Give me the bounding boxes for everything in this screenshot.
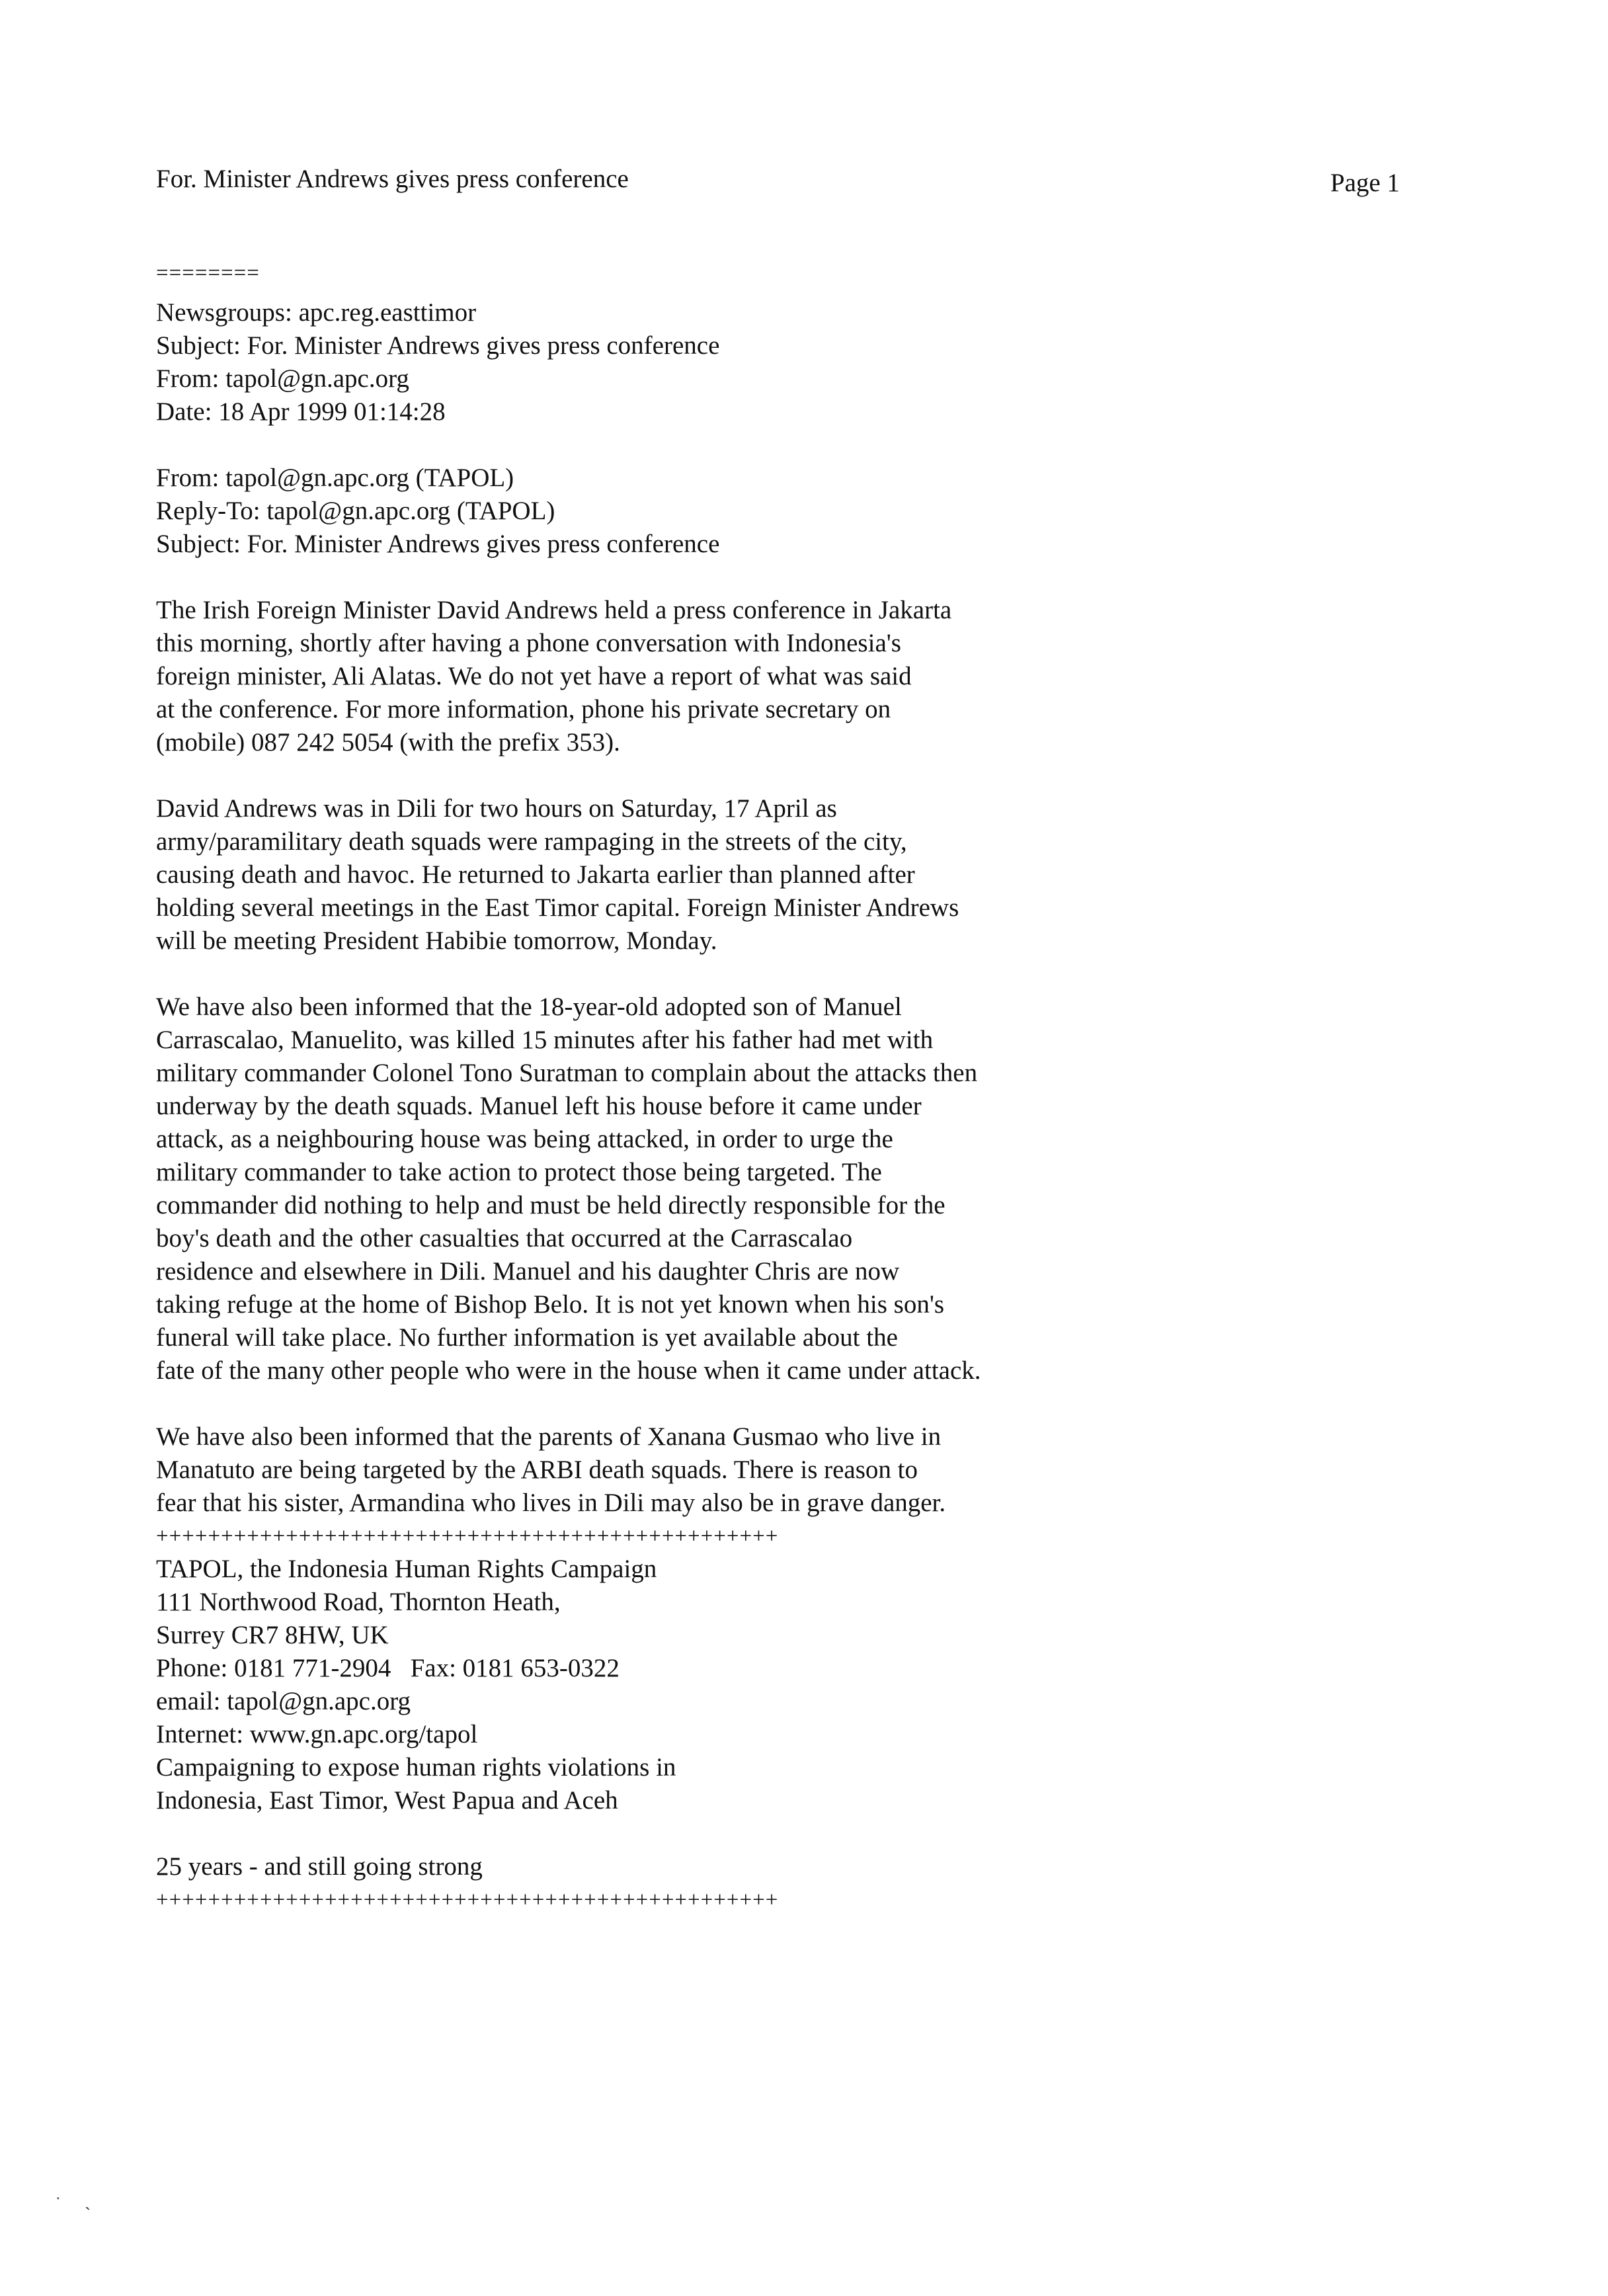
signature-line: email: tapol@gn.apc.org	[156, 1687, 411, 1715]
paragraph-2-line: causing death and havoc. He returned to Jakarta earlier than planned after	[156, 860, 915, 889]
paragraph-3-line: military commander Colonel Tono Suratman to complain about the attacks then	[156, 1059, 978, 1087]
paragraph-2-line: will be meeting President Habibie tomorrow, Monday.	[156, 926, 717, 955]
signature-line: 111 Northwood Road, Thornton Heath,	[156, 1588, 561, 1616]
paragraph-2-line: David Andrews was in Dili for two hours on Saturday, 17 April as	[156, 794, 837, 823]
email-header-from: From: tapol@gn.apc.org	[156, 364, 409, 393]
signature-line: Indonesia, East Timor, West Papua and Aceh	[156, 1786, 618, 1815]
paragraph-1-line: at the conference. For more information, phone his private secretary on	[156, 695, 891, 723]
paragraph-4-line: Manatuto are being targeted by the ARBI death squads. There is reason to	[156, 1456, 918, 1484]
inner-header-subject: Subject: For. Minister Andrews gives press conference	[156, 530, 720, 558]
paragraph-3-line: commander did nothing to help and must be held directly responsible for the	[156, 1191, 945, 1219]
paragraph-1-line: (mobile) 087 242 5054 (with the prefix 353).	[156, 728, 620, 757]
signature-line: Phone: 0181 771-2904 Fax: 0181 653-0322	[156, 1654, 620, 1682]
inner-header-reply-to: Reply-To: tapol@gn.apc.org (TAPOL)	[156, 497, 555, 525]
paragraph-4-line: fear that his sister, Armandina who lives in Dili may also be in grave danger.	[156, 1489, 946, 1517]
paragraph-1-line: foreign minister, Ali Alatas. We do not yet have a report of what was said	[156, 662, 912, 690]
signature-separator: ++++++++++++++++++++++++++++++++++++++++++++++++	[156, 1524, 779, 1548]
paragraph-3-line: Carrascalao, Manuelito, was killed 15 minutes after his father had met with	[156, 1026, 934, 1054]
paragraph-1-line: this morning, shortly after having a phone conversation with Indonesia's	[156, 629, 901, 657]
page-number: Page 1	[1330, 169, 1400, 197]
closing-separator: ++++++++++++++++++++++++++++++++++++++++++++++++	[156, 1888, 779, 1912]
paragraph-3-line: boy's death and the other casualties that occurred at the Carrascalao	[156, 1224, 853, 1252]
paragraph-3-line: underway by the death squads. Manuel left his house before it came under	[156, 1092, 922, 1120]
email-header-subject: Subject: For. Minister Andrews gives press conference	[156, 331, 720, 360]
page-header-title: For. Minister Andrews gives press conference	[156, 165, 629, 193]
paragraph-3-line: taking refuge at the home of Bishop Belo. It is not yet known when his son's	[156, 1290, 945, 1319]
paragraph-4-line: We have also been informed that the parents of Xanana Gusmao who live in	[156, 1422, 942, 1451]
paragraph-3-line: residence and elsewhere in Dili. Manuel and his daughter Chris are now	[156, 1257, 900, 1286]
paragraph-3-line: military commander to take action to protect those being targeted. The	[156, 1158, 882, 1186]
paragraph-2-line: holding several meetings in the East Timor capital. Foreign Minister Andrews	[156, 893, 959, 922]
scan-mark-dot: ˑ	[56, 2190, 61, 2211]
inner-header-from: From: tapol@gn.apc.org (TAPOL)	[156, 464, 514, 492]
email-header-newsgroups: Newsgroups: apc.reg.easttimor	[156, 298, 477, 327]
signature-line: Campaigning to expose human rights violations in	[156, 1753, 676, 1782]
paragraph-3-line: funeral will take place. No further information is yet available about the	[156, 1323, 898, 1352]
signature-line: Surrey CR7 8HW, UK	[156, 1621, 389, 1649]
signature-line: TAPOL, the Indonesia Human Rights Campaign	[156, 1555, 657, 1583]
paragraph-3-line: attack, as a neighbouring house was being attacked, in order to urge the	[156, 1125, 893, 1153]
paragraph-1-line: The Irish Foreign Minister David Andrews held a press conference in Jakarta	[156, 596, 952, 624]
paragraph-2-line: army/paramilitary death squads were rampaging in the streets of the city,	[156, 827, 907, 856]
scan-mark-tick: ˎ	[85, 2190, 91, 2211]
email-header-date: Date: 18 Apr 1999 01:14:28	[156, 397, 446, 426]
tagline: 25 years - and still going strong	[156, 1852, 483, 1881]
paragraph-3-line: We have also been informed that the 18-year-old adopted son of Manuel	[156, 993, 902, 1021]
header-separator: ========	[156, 261, 260, 285]
paragraph-3-line: fate of the many other people who were in the house when it came under attack.	[156, 1356, 981, 1385]
signature-line: Internet: www.gn.apc.org/tapol	[156, 1720, 478, 1748]
